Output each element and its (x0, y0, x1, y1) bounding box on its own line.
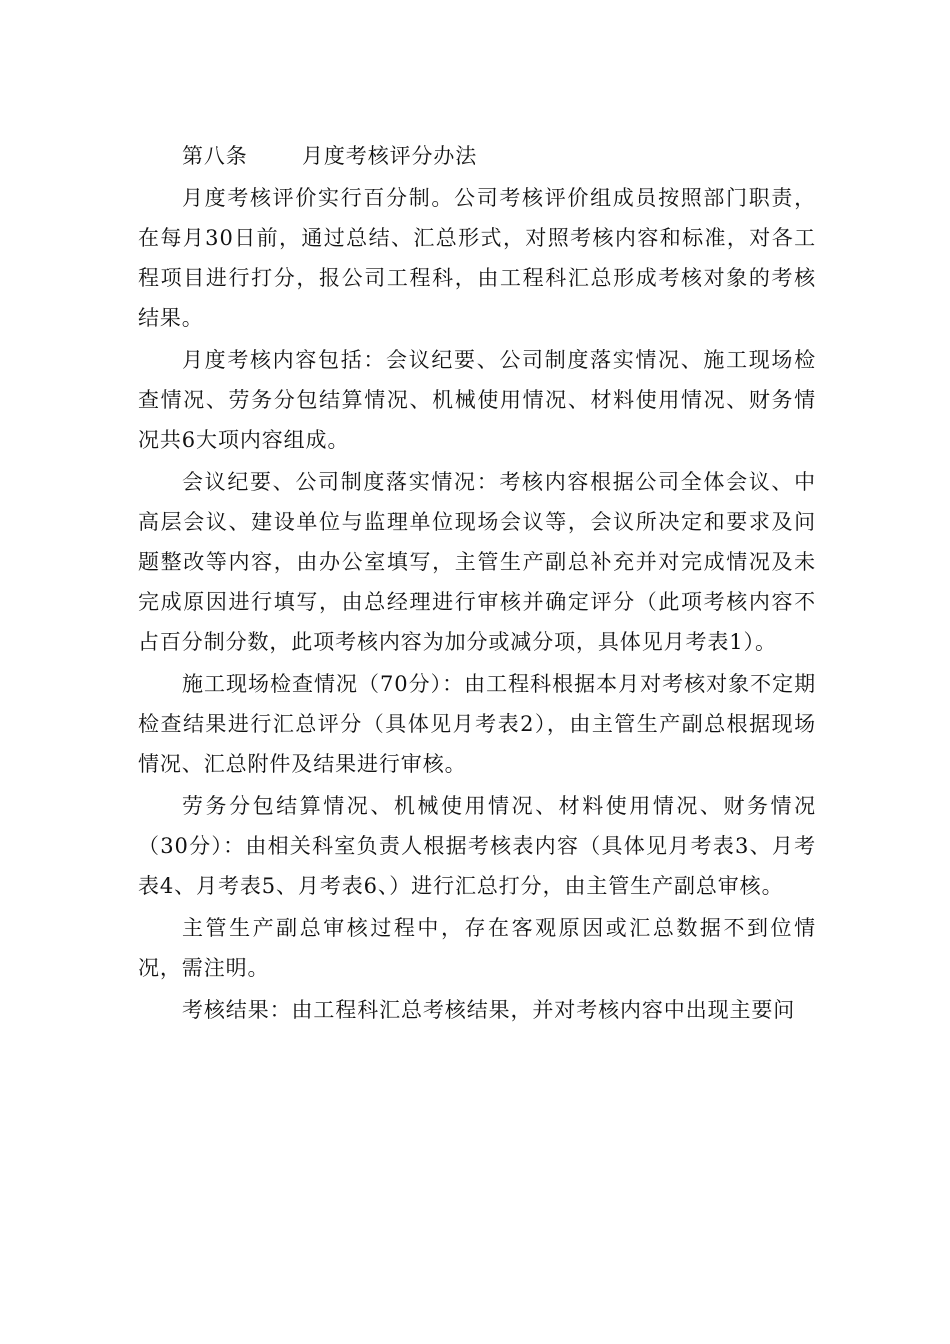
paragraph-scoring-system: 月度考核评价实行百分制。公司考核评价组成员按照部门职责，在每月30日前，通过总结、汇总形式，对照考核内容和标准，对各工程项目进行打分，报公司工程科，由工程科汇总形成考核对象的考核结果。 (138, 186, 816, 330)
paragraph-review-notes: 主管生产副总审核过程中，存在客观原因或汇总数据不到位情况，需注明。 (138, 916, 816, 980)
paragraph-labor-machinery-finance: 劳务分包结算情况、机械使用情况、材料使用情况、财务情况（30分）：由相关科室负责人根据考核表内容（具体见月考表3、月考表4、月考表5、月考表6、）进行汇总打分，由主管生产副总审核。 (138, 794, 816, 898)
article-heading (138, 136, 816, 176)
article-number: 第八条 (182, 144, 248, 168)
paragraph-meeting-minutes: 会议纪要、公司制度落实情况：考核内容根据公司全体会议、中高层会议、建设单位与监理单位现场会议等，会议所决定和要求及问题整改等内容，由办公室填写，主管生产副总补充并对完成情况及未完成原因进行填写，由总经理进行审核并确定评分（此项考核内容不占百分制分数，此项考核内容为加分或减分项，具体见月考表1）。 (138, 470, 816, 654)
paragraph-site-inspection: 施工现场检查情况（70分）：由工程科根据本月对考核对象不定期检查结果进行汇总评分（具体见月考表2），由主管生产副总根据现场情况、汇总附件及结果进行审核。 (138, 672, 816, 776)
article-title: 月度考核评分办法 (302, 144, 478, 168)
paragraph-assessment-result: 考核结果：由工程科汇总考核结果，并对考核内容中出现主要问 (182, 998, 796, 1022)
document-body (138, 136, 816, 1032)
paragraph-assessment-content: 月度考核内容包括：会议纪要、公司制度落实情况、施工现场检查情况、劳务分包结算情况、机械使用情况、材料使用情况、财务情况共6大项内容组成。 (138, 348, 816, 452)
